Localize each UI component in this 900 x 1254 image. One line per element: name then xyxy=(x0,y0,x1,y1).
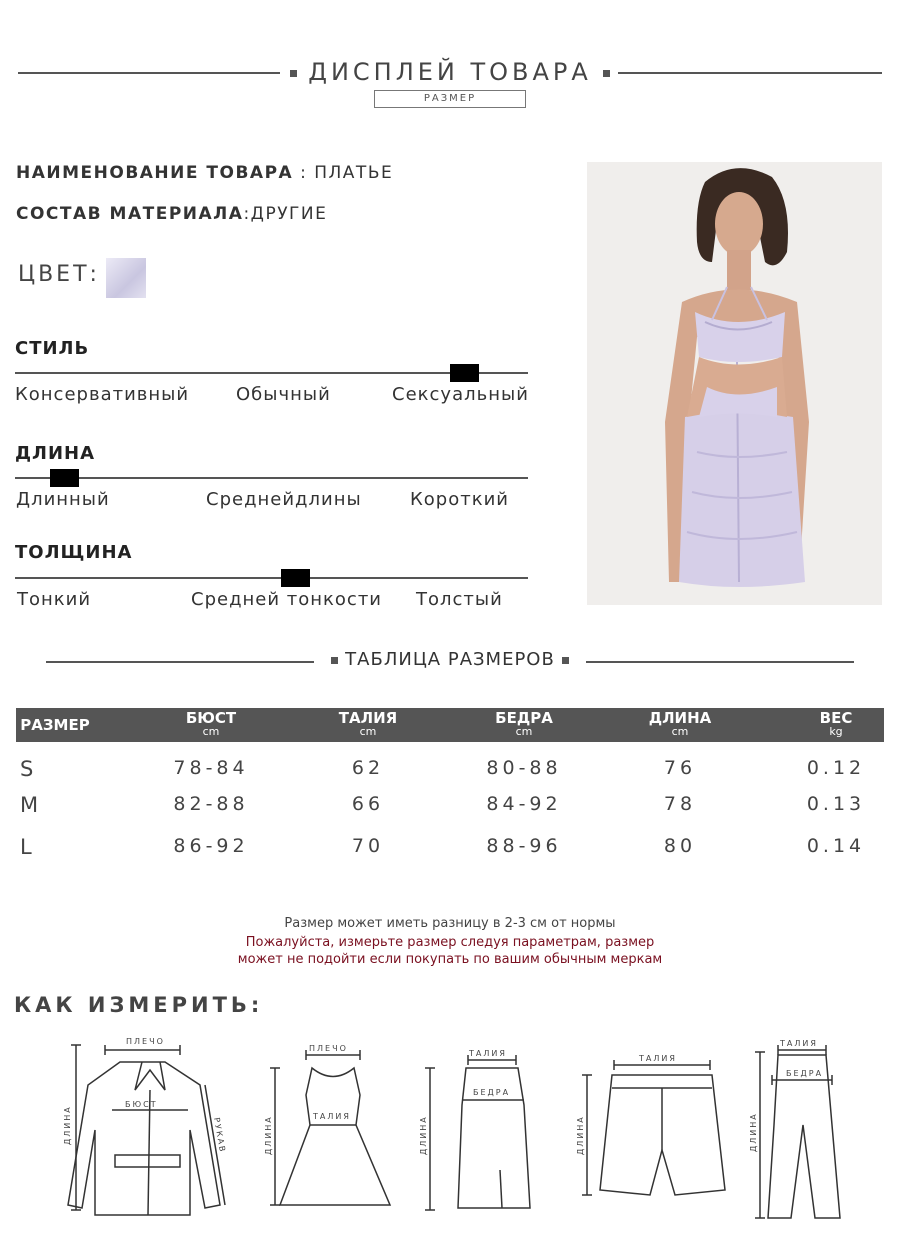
table-header-cell xyxy=(151,710,271,737)
attribute-scale-marker xyxy=(50,469,79,487)
shorts-waist-label: ТАЛИЯ xyxy=(639,1054,677,1063)
table-cell: 76 xyxy=(663,757,697,779)
pants-hips-label: БЕДРА xyxy=(786,1069,824,1078)
pants-waist-label: ТАЛИЯ xyxy=(780,1039,818,1048)
note-measure-2: может не подойти если покупать по вашим обычным меркам xyxy=(237,952,663,967)
dress-length-label: ДЛИНА xyxy=(264,1115,273,1155)
skirt-hips-label: БЕДРА xyxy=(473,1088,511,1097)
product-photo xyxy=(587,162,882,605)
header-title-wrap xyxy=(0,58,900,86)
table-header-unit: cm xyxy=(359,725,377,738)
table-cell: 0.14 xyxy=(806,835,866,857)
attribute-option-label: Обычный xyxy=(236,384,331,405)
attribute-option-label: Среднейдлины xyxy=(206,489,362,510)
attribute-scale-marker xyxy=(281,569,310,587)
measurement-diagrams xyxy=(0,1030,900,1230)
jacket-diagram xyxy=(68,1045,228,1215)
shorts-diagram xyxy=(582,1060,725,1195)
table-cell: 66 xyxy=(351,793,385,815)
table-header-label: БЕДРА xyxy=(495,709,553,727)
shorts-length-label: ДЛИНА xyxy=(576,1115,585,1155)
table-cell: 78 xyxy=(663,793,697,815)
square-bullet-icon xyxy=(562,657,569,664)
product-name-row xyxy=(16,163,393,183)
table-header-unit: cm xyxy=(202,725,220,738)
table-cell: 80 xyxy=(663,835,697,857)
attribute-title: ДЛИНА xyxy=(15,443,96,464)
attribute-title: СТИЛЬ xyxy=(15,338,90,359)
table-header-cell xyxy=(308,710,428,737)
product-name-label: НАИМЕНОВАНИЕ ТОВАРА xyxy=(16,163,294,183)
square-bullet-icon xyxy=(290,70,297,77)
table-cell: 70 xyxy=(351,835,385,857)
dress-shoulder-label: ПЛЕЧО xyxy=(309,1044,348,1053)
material-value: :ДРУГИЕ xyxy=(243,204,328,224)
table-header-cell xyxy=(464,710,584,737)
square-bullet-icon xyxy=(331,657,338,664)
size-label-cell: M xyxy=(20,793,39,817)
attribute-option-label: Длинный xyxy=(16,489,110,510)
material-row xyxy=(16,204,327,224)
attribute-option-label: Средней тонкости xyxy=(191,589,383,610)
table-header-unit: cm xyxy=(671,725,689,738)
note-measure-1: Пожалуйста, измерьте размер следуя параметрам, размер xyxy=(245,935,655,950)
material-label: СОСТАВ МАТЕРИАЛА xyxy=(16,204,244,224)
size-table-title: ТАБЛИЦА РАЗМЕРОВ xyxy=(345,649,555,670)
table-cell: 0.13 xyxy=(806,793,866,815)
attribute-option-label: Тонкий xyxy=(17,589,92,610)
attribute-scale-track xyxy=(15,577,528,579)
dress-diagram xyxy=(270,1050,390,1205)
attribute-option-label: Сексуальный xyxy=(392,384,529,405)
table-header-label: ДЛИНА xyxy=(648,709,712,727)
table-header-label: ТАЛИЯ xyxy=(338,709,398,727)
table-header-unit: kg xyxy=(829,725,843,738)
attribute-option-label: Консервативный xyxy=(15,384,190,405)
table-cell: 88-96 xyxy=(486,835,562,857)
table-cell: 78-84 xyxy=(173,757,249,779)
jacket-sleeve-label: РУКАВ xyxy=(212,1116,228,1155)
size-table-header xyxy=(16,708,884,742)
attribute-scale-marker xyxy=(450,364,479,382)
attribute-title: ТОЛЩИНА xyxy=(15,542,133,563)
table-header-unit: cm xyxy=(515,725,533,738)
table-cell: 62 xyxy=(351,757,385,779)
size-label-cell: L xyxy=(20,835,32,859)
attribute-option-label: Толстый xyxy=(416,589,503,610)
jacket-length-label: ДЛИНА xyxy=(63,1105,72,1145)
page-title: ДИСПЛЕЙ ТОВАРА xyxy=(308,58,592,86)
table-header-cell xyxy=(776,710,896,737)
skirt-waist-label: ТАЛИЯ xyxy=(469,1049,507,1058)
color-label: ЦВЕТ: xyxy=(18,262,100,287)
table-cell: 82-88 xyxy=(173,793,249,815)
table-header-cell xyxy=(620,710,740,737)
model-illustration xyxy=(587,162,882,605)
table-cell: 80-88 xyxy=(486,757,562,779)
table-cell: 84-92 xyxy=(486,793,562,815)
size-label-cell: S xyxy=(20,757,34,781)
color-swatch[interactable] xyxy=(106,258,146,298)
dress-waist-label: ТАЛИЯ xyxy=(313,1112,351,1121)
note-difference: Размер может иметь разницу в 2-3 см от нормы xyxy=(284,916,616,931)
jacket-bust-label: БЮСТ xyxy=(125,1100,158,1109)
skirt-length-label: ДЛИНА xyxy=(419,1115,428,1155)
pants-length-label: ДЛИНА xyxy=(749,1112,758,1152)
header-subtitle: РАЗМЕР xyxy=(374,90,526,108)
table-header-cell xyxy=(0,717,115,733)
table-cell: 86-92 xyxy=(173,835,249,857)
product-name-value: : ПЛАТЬЕ xyxy=(293,163,394,183)
table-header-label: РАЗМЕР xyxy=(20,716,90,734)
skirt-diagram xyxy=(425,1055,530,1210)
attribute-scale-track xyxy=(15,477,528,479)
size-table-heading xyxy=(0,649,900,670)
table-cell: 0.12 xyxy=(806,757,866,779)
jacket-shoulder-label: ПЛЕЧО xyxy=(126,1037,165,1046)
how-to-measure-title: КАК ИЗМЕРИТЬ: xyxy=(14,993,264,1017)
table-header-label: ВЕС xyxy=(819,709,853,727)
square-bullet-icon xyxy=(603,70,610,77)
table-header-label: БЮСТ xyxy=(185,709,237,727)
attribute-option-label: Короткий xyxy=(410,489,509,510)
